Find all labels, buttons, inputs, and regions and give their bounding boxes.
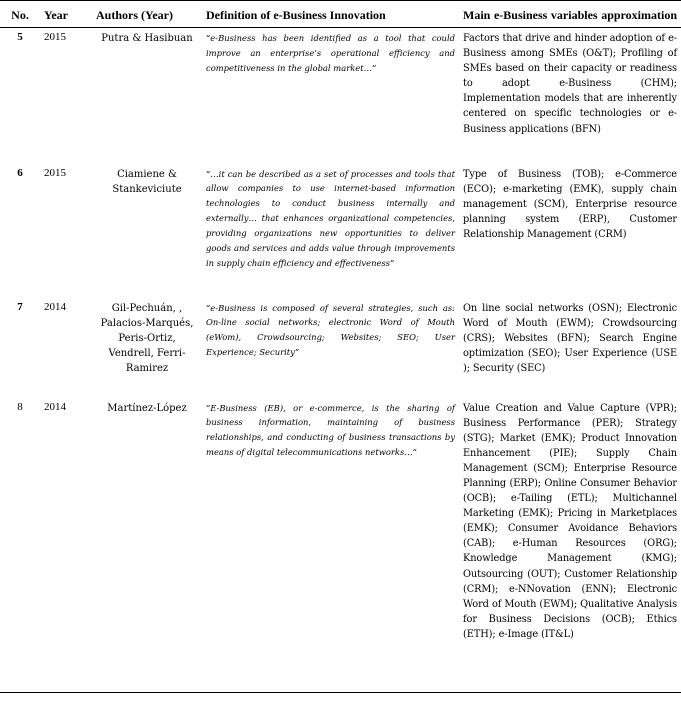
row-authors: Putra & Hasibuan (101, 33, 193, 44)
row-variables: Type of Business (TOB); e-Commerce (ECO); e-marketing (EMK), supply chain management (SCM), Enterprise resource planning system (ERP), Customer Relationship Management (CRM) (463, 168, 677, 240)
row-authors: Martínez-López (107, 402, 187, 414)
row-no: 5 (17, 31, 23, 43)
table-row (0, 28, 681, 164)
table-row (0, 164, 681, 298)
row-definition: “E-Business (EB), or e-commerce, is the sharing of business information, maintaining of business relationships, and conducting of business transactions by means of digital telecommunications networks…” (206, 402, 455, 458)
row-definition: “e-Business is composed of several strategies, such as: On-line social networks; electronic Word of Mouth (eWom), Crowdsourcing; Websites; SEO; User Experience; Security” (206, 302, 455, 358)
row-year: 2015 (44, 166, 66, 179)
row-variables: On line social networks (OSN); Electronic Word of Mouth (EWM); Crowdsourcing (CRS); Websites (BFN); Search Engine optimization (SEO); User Experience (USE ); Security (SEC) (463, 302, 677, 374)
row-no: 8 (17, 400, 23, 413)
row-authors: Gil-Pechuán, , Palacios-Marqués, Peris-Ortiz, Vendrell, Ferri-Ramirez (100, 302, 194, 374)
row-year: 2015 (44, 31, 66, 43)
header-no: No. (11, 8, 29, 22)
header-definition: Definition of e-Business Innovation (206, 8, 386, 22)
row-no: 6 (17, 166, 23, 179)
table-row (0, 398, 681, 693)
row-no: 7 (17, 300, 23, 313)
row-variables: Factors that drive and hinder adoption of e-Business among SMEs (O&T); Profiling of SMEs based on their capacity or readiness to adopt e-Business (CHM); Implementation models that are inherently centered on specific technologies or e-Business applications (BFN) (463, 33, 677, 135)
row-definition: “…it can be described as a set of processes and tools that allow companies to use internet-based information technologies to conduct business internally and externally… that enhances organizational competencies, providing organizations new opportunities to deliver goods and services and adds value through improvements in supply chain efficiency and effectiveness” (206, 168, 455, 268)
row-variables: Value Creation and Value Capture (VPR); Business Performance (PER); Strategy (STG); Market (EMK); Product Innovation Enhancement (PIE); Supply Chain Management (SCM); Enterprise Resource Planning (ERP); Online Consumer Behavior (OCB); e-Tailing (ETL); Multichannel Marketing (EMK); Pricing in Marketplaces (EMK); Consumer Avoidance Behaviors (CAB); e-Human Resources (ORG); Knowledge Management (KMG); Outsourcing (OUT); Customer Relationship (CRM); e-NNovation (ENN); Electronic Word of Mouth (EWM); Qualitative Analysis for Business Decisions (OCB); Ethics (ETH); e-Image (IT&L) (463, 402, 677, 640)
row-authors: Ciamiene & Stankeviciute (112, 168, 182, 195)
header-year: Year (44, 8, 68, 22)
header-authors: Authors (Year) (96, 8, 173, 22)
header-variables: Main e-Business variables approximation (463, 8, 677, 22)
table-row (0, 298, 681, 398)
row-year: 2014 (44, 400, 66, 413)
header-row (0, 1, 681, 28)
row-year: 2014 (44, 300, 66, 313)
row-definition: “e-Business has been identified as a tool that could improve an enterprise’s operational efficiency and competitiveness in the global market…” (206, 33, 455, 73)
